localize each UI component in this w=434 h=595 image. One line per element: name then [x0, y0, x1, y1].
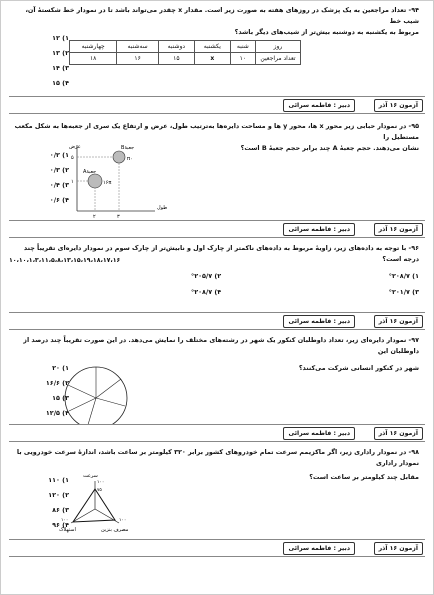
q98-text-line1: ۹۸- در نمودار راداری زیر، اگر ماکزیمم سرعت تمام خودروهای کشور برابر ۳۲۰ کیلومتر بر ساعت باشد، اندازهٔ سرعت خودرویی با نمودار راداری	[16, 448, 419, 467]
q95-options	[9, 148, 69, 208]
table-header-mon: دوشنبه	[158, 41, 194, 53]
table-cell: ۱۶	[117, 53, 158, 65]
q98-options	[9, 473, 69, 533]
option-2[interactable]: ۲) ۰/۳	[49, 166, 69, 174]
exam-date-badge: آزمون ۱۶ آذر	[374, 315, 423, 328]
q95-bubble-chart	[59, 141, 229, 219]
q94-frequency-table	[69, 40, 301, 65]
footer-bar	[9, 312, 425, 330]
q97-pie-chart	[63, 365, 129, 431]
teacher-badge: دبیر : فاطمه سرائی	[283, 315, 355, 328]
exam-date-badge: آزمون ۱۶ آذر	[374, 427, 423, 440]
x-axis-label: طول	[157, 205, 168, 211]
option-3[interactable]: ۳) ۱۵	[52, 394, 69, 402]
option-2[interactable]: ۲) °۲۰۵/۷	[191, 272, 222, 280]
q94-options	[9, 31, 69, 91]
y-axis-label: عرض	[69, 144, 81, 150]
option-3[interactable]: ۳) ۰/۴	[49, 181, 69, 189]
teacher-badge: دبیر : فاطمه سرائی	[283, 99, 355, 112]
area-b: π۰	[127, 156, 133, 162]
label-a: Aجعبهٔ	[83, 169, 97, 175]
q96-options	[9, 269, 425, 303]
label-b: Bجعبهٔ	[121, 145, 135, 151]
exam-date-badge: آزمون ۱۶ آذر	[374, 99, 423, 112]
bubble-a	[88, 174, 102, 188]
option-1[interactable]: ۱) ۱۲	[52, 34, 69, 42]
option-3[interactable]: ۳) °۲۰۱/۷	[388, 288, 419, 296]
radar-tick-top-a: ۱۰۰	[97, 480, 105, 485]
q96-data-line: ۱۰،۱۰،۱،۳،۱۱،۵،۸،۱۳،۱۵،۱۹،۱۸،۱۷،۱۶	[9, 257, 121, 264]
option-1[interactable]: ۱) ۲۰	[52, 364, 69, 372]
q96-text-line1: ۹۶- با توجه به داده‌های زیر، زاویهٔ مربوط به داده‌های ناکمتر از چارک اول و نابیش‌تر از چارک سوم در نمودار دایره‌ای تقریباً چند درجه است؟	[23, 244, 419, 263]
table-header-sun: یکشنبه	[195, 41, 231, 53]
q95-text-line2: نشان می‌دهند. حجم جعبهٔ A چند برابر حجم جعبهٔ B است؟	[240, 144, 419, 152]
table-cell: ۱۸	[70, 53, 117, 65]
q94-text-line1: ۹۴- تعداد مراجعین به یک پزشک در روزهای هفته به صورت زیر است. مقدار x چقدر می‌تواند باشد تا در نمودار خط شکستهٔ آن، شیب خط	[25, 6, 419, 25]
exam-date-badge: آزمون ۱۶ آذر	[374, 542, 423, 555]
option-3[interactable]: ۳) ۸۶	[52, 506, 69, 514]
footer-bar	[9, 96, 425, 114]
area-a: ۱۶π	[103, 180, 112, 186]
table-cell: ۱۰	[230, 53, 255, 65]
q98-text-line2: مقابل چند کیلومتر بر ساعت است؟	[309, 473, 419, 481]
q94-text-line2: مربوط به یکشنبه به دوشنبه بیش‌تر از شیب‌های دیگر باشد؟	[234, 28, 419, 36]
radar-label-top: سرعت	[83, 473, 98, 479]
tick-x-low: ۲	[93, 214, 96, 219]
tick-y-low: ۱	[71, 179, 74, 185]
option-2[interactable]: ۲) ۱۲۰	[48, 491, 69, 499]
option-2[interactable]: ۲) ۱۳	[52, 49, 69, 57]
table-cell: ۱۵	[158, 53, 194, 65]
footer-bar	[9, 424, 425, 442]
tick-y-high: ۵	[71, 155, 74, 161]
table-row	[70, 41, 301, 53]
option-2[interactable]: ۲) ۱۶/۶	[45, 379, 69, 387]
table-row	[70, 53, 301, 65]
teacher-badge: دبیر : فاطمه سرائی	[283, 427, 355, 440]
option-4[interactable]: ۴) ۱۲/۵	[45, 409, 69, 417]
radar-tick-left: ۱۰۰	[61, 518, 69, 523]
q95-text-line1: ۹۵- در نمودار حبابی زیر محور x ها، محور y ها و مساحت دایره‌ها به‌ترتیب طول، عرض و ارتفاع یک سری از جعبه‌ها به شکل مکعب مستطیل را	[14, 122, 419, 141]
radar-tick-right: ۱۰۰	[119, 518, 127, 523]
option-4[interactable]: ۴) ۹۶	[52, 521, 69, 529]
option-1[interactable]: ۱) ۰/۲	[49, 151, 69, 159]
option-3[interactable]: ۳) ۱۴	[52, 64, 69, 72]
table-cell: x	[195, 53, 231, 65]
bubble-b	[113, 151, 125, 163]
table-header-sat: شنبه	[230, 41, 255, 53]
q97-text-line1: ۹۷- نمودار دایره‌ای زیر، تعداد داوطلبان کنکور یک شهر در رشته‌های مختلف را نمایش می‌دهد. در این صورت تقریباً چند درصد از داوطلبان این	[23, 336, 419, 355]
footer-bar	[9, 539, 425, 557]
option-1[interactable]: ۱) ۱۱۰	[48, 476, 69, 484]
table-header-wed: چهارشنبه	[70, 41, 117, 53]
radar-tick-top-b: ۷۵	[97, 488, 102, 493]
option-4[interactable]: ۴) °۲۰۸/۷	[191, 288, 222, 296]
radar-label-left: استهلاک	[59, 527, 76, 533]
table-row-label: تعداد مراجعین	[256, 53, 301, 65]
teacher-badge: دبیر : فاطمه سرائی	[283, 542, 355, 555]
footer-bar	[9, 220, 425, 238]
question-94	[9, 5, 419, 38]
radar-label-right: مصرف بنزین	[101, 527, 129, 533]
table-header-day: روز	[256, 41, 301, 53]
table-header-tue: سه‌شنبه	[117, 41, 158, 53]
option-4[interactable]: ۴) ۰/۶	[49, 196, 69, 204]
teacher-badge: دبیر : فاطمه سرائی	[283, 223, 355, 236]
option-1[interactable]: ۱) °۲۰۸/۷	[388, 272, 419, 280]
exam-date-badge: آزمون ۱۶ آذر	[374, 223, 423, 236]
option-4[interactable]: ۴) ۱۵	[52, 79, 69, 87]
q98-radar-chart	[57, 471, 137, 533]
q97-text-line2: شهر در کنکور انسانی شرکت می‌کنند؟	[298, 364, 419, 372]
tick-x-high: ۳	[117, 214, 120, 219]
q97-options	[9, 361, 69, 421]
